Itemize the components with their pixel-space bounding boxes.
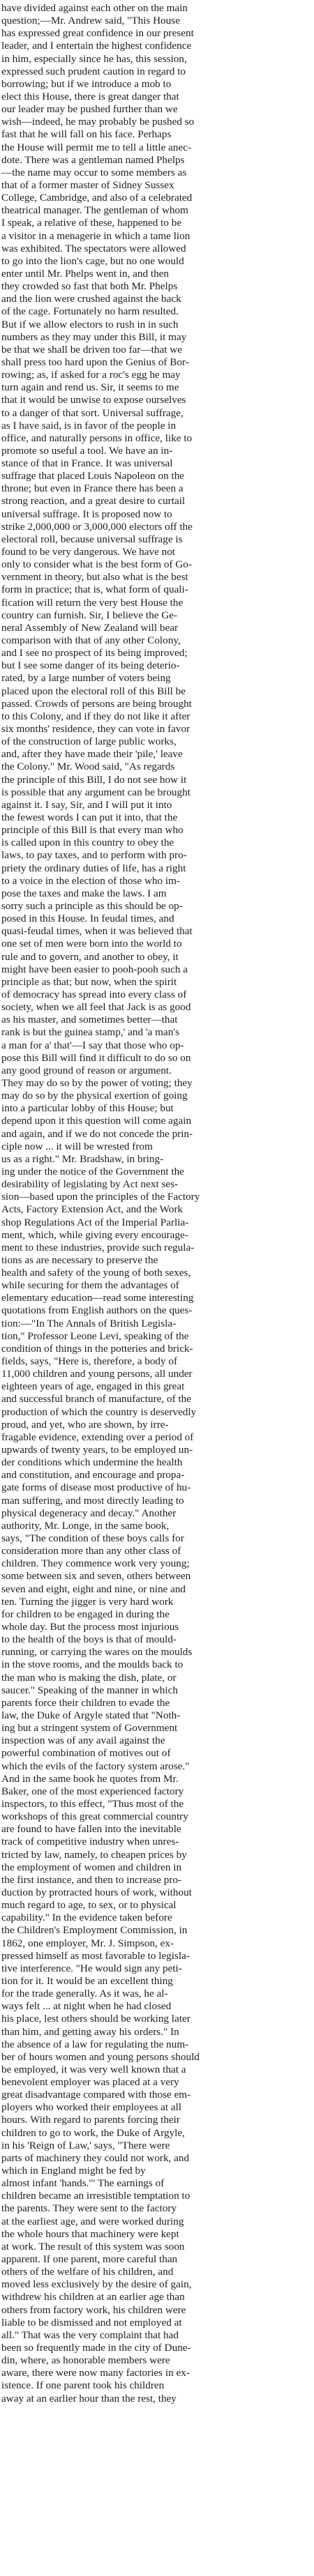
text-line: borrowing; but if we introduce a mob to [1,77,172,90]
text-line: almost infant 'hands.'" The earnings of [1,2177,165,2190]
text-line: theatrical manager. The gentleman of whom [1,204,188,217]
text-line: society, when we all feel that Jack is as good [1,1001,191,1014]
text-line: whole day. But the process most injurious [1,1621,179,1633]
text-line: 1862, one employer, Mr. J. Simpson, ex- [1,1937,174,1949]
text-line: is possible that any argument can be brought [1,786,190,798]
text-line: pose this Bill will find it difficult to do so on [1,1051,191,1064]
text-line: universal suffrage. It is proposed now to [1,508,172,520]
text-line: fication will return the very best House the [1,596,184,609]
text-line: eighteen years of age, engaged in this great [1,1380,185,1393]
text-line: elementary education—read some interesting [1,1292,194,1304]
text-line: Baker, one of the most experienced factory [1,1785,184,1797]
text-line: the House will permit me to tell a little anec- [1,141,192,153]
text-line: pressed himself as most favorable to legisla- [1,1949,190,1962]
text-line: condition of things in the potteries and brick- [1,1342,193,1355]
text-line: saucer." Speaking of the manner in which [1,1684,178,1696]
text-line: tions as are necessary to preserve the [1,1253,158,1266]
text-line: that it would be unwise to expose ourselves [1,394,186,406]
text-line: to go into the lion's cage, but no one would [1,254,184,267]
text-line: as I have said, is in favor of the people in [1,419,177,432]
text-line: one set of men were born into the world to [1,938,182,950]
text-line: the parents. They were sent to the factory [1,2202,177,2215]
text-line: great disadvantage compared with those em- [1,2089,191,2101]
text-line: any good ground of reason or argument. [1,1064,172,1076]
text-line: rank is but the guinea stamp,' and 'a man's [1,1026,179,1039]
text-line: tion:—"In The Annals of British Legisla- [1,1317,177,1329]
text-line: others of the welfare of his children, and [1,2266,174,2278]
text-line: the whole hours that machinery were kept [1,2227,179,2240]
text-line: children to go to work, the Duke of Argyle, [1,2126,185,2139]
text-line: stance of that in France. It was universal [1,457,173,470]
text-line: strike 2,000,000 or 3,000,000 electors off the [1,520,193,533]
text-line: a visitor in a menagerie in which a tame lion [1,229,190,242]
text-line: promote so useful a tool. We have an in- [1,444,173,457]
text-line: and constitution, and encourage and propa- [1,1469,185,1481]
text-line: ing but a stringent system of Government [1,1722,178,1735]
text-line: are found to have fallen into the inevitable [1,1823,181,1836]
text-line: to a danger of that sort. Universal suffrage, [1,406,184,419]
text-line: children became an irresistible temptation to [1,2190,190,2202]
text-line: and again, and if we do not concede the prin- [1,1127,193,1140]
text-line: office, and naturally persons in office, like to [1,432,193,444]
text-line: dote. There was a gentleman named Phelps [1,153,185,166]
text-line: running, or carrying the wares on the moulds [1,1646,193,1659]
text-line: ciple now ... it will be wrested from [1,1140,153,1152]
text-line: and, after they have made their 'pile,' leave [1,748,183,761]
text-line: seven and eight, eight and nine, or nine and [1,1583,186,1595]
text-line: at the earliest age, and were worked during [1,2215,184,2227]
text-line: law, the Duke of Argyle stated that "Noth- [1,1709,181,1721]
text-line: They may do so by the power of voting; they [1,1076,193,1089]
text-line: for children to be engaged in during the [1,1608,170,1620]
text-line: as his master, and sometimes better—that [1,1014,178,1026]
text-line: quotations from English authors on the ques- [1,1304,193,1317]
text-line: and I see no prospect of its being improved; [1,647,188,660]
text-line: capability." In the evidence taken before [1,1912,172,1924]
text-line: I speak, a relative of these, happened to be [1,217,182,229]
text-line: inspectors, to this effect, "Thus most of the [1,1797,184,1810]
text-line: parts of machinery they could not work, and [1,2151,190,2164]
text-line: that of a former master of Sidney Sussex [1,178,174,191]
text-line: may do so by the physical exertion of going [1,1090,188,1102]
text-line: strong reaction, and a great desire to curtail [1,495,186,508]
text-line: turn again and rend us. Sir, it seems to me [1,381,179,394]
text-line: electoral roll, because universal suffrage is [1,533,183,545]
text-line: be employed, it was very well known that a [1,2063,186,2075]
article-body [1,2,313,2405]
text-line: desirability of legislating by Act next ses- [1,1178,179,1191]
text-line: some between six and seven, others between [1,1570,191,1583]
text-line: have divided against each other on the main [1,2,188,14]
text-line: in his 'Reign of Law,' says, "There were [1,2139,170,2151]
text-line: laws, to pay taxes, and to perform with pro- [1,849,187,862]
text-line: shop Regulations Act of the Imperial Parlia- [1,1216,189,1228]
text-line: powerful combination of motives out of [1,1747,171,1760]
text-line: be that we shall be driven too far—that we [1,343,182,356]
text-line: into a particular lobby of this House; but [1,1102,174,1115]
text-line: consideration more than any other class of [1,1545,181,1557]
text-line: children. They commence work very young; [1,1557,190,1570]
text-line: in him, especially since he has, this session, [1,52,187,65]
text-line: is called upon in this country to obey the [1,837,174,849]
text-line: fast that he will fall on his face. Perhaps [1,128,172,141]
text-line: all." That was the very complaint that had [1,2329,179,2341]
text-line: ber of hours women and young persons should [1,2050,200,2063]
text-line: to this Colony, and if they do not like it after [1,710,190,722]
text-line: six months' residence, they can vote in favor [1,723,190,736]
text-line: workshops of this great commercial country [1,1811,188,1823]
text-line: ten. Turning the jigger is very hard work [1,1595,174,1608]
text-line: ment to these industries, provide such regula- [1,1241,195,1253]
text-line: our leader may be pushed further than we [1,103,178,116]
text-line: the principle of this Bill, I do not see how it [1,773,187,786]
text-line: priety the ordinary duties of life, has a right [1,862,186,874]
text-line: principle as that; but now, when the spirit [1,975,177,988]
text-line: rowing; as, if asked for a roc's egg he may [1,369,181,381]
text-line: form in practice; that is, what form of quali- [1,584,188,596]
text-line: a man for a' that'—I say that those who op- [1,1039,184,1051]
text-line: apparent. If one parent, more careful than [1,2253,178,2266]
text-line: in the stove rooms, and the moulds back to [1,1659,184,1671]
text-line: which the evils of the factory system arose." [1,1760,190,1772]
text-line: tricted by law, namely, to cheapen prices by [1,1848,187,1861]
text-line: might have been easier to pooh-pooh such a [1,963,188,975]
text-line: throne; but even in France there has been a [1,482,184,495]
text-line: passed. Crowds of persons are being brought [1,697,192,710]
text-line: us as a right." Mr. Bradshaw, in bring- [1,1152,164,1165]
text-line: the man who is making the dish, plate, or [1,1671,177,1684]
text-line: the Colony." Mr. Wood said, "As regards [1,761,175,773]
text-line: depend upon it this question will come again [1,1115,192,1127]
text-line: upwards of twenty years, to be employed un- [1,1444,193,1456]
text-line: sorry such a principle as this should be op- [1,899,183,912]
text-line: they crowded so fast that both Mr. Phelps [1,280,178,293]
text-line: 11,000 children and young persons, all under [1,1368,193,1380]
text-line: the absence of a law for regulating the num- [1,2038,189,2050]
text-line: of the construction of large public works, [1,736,177,748]
text-line: rule and to govern, and another to obey, it [1,950,179,963]
text-line: ployers who worked their employees at all [1,2101,182,2114]
text-line: authority, Mr. Longe, in the same book, [1,1519,170,1532]
text-line: And in the same book he quotes from Mr. [1,1772,179,1785]
text-line: Acts, Factory Extension Act, and the Work [1,1203,184,1216]
text-line: liable to be dismissed and not employed at [1,2316,182,2329]
text-line: tion for it. It would be an excellent thing [1,1974,173,1987]
text-line: and successful branch of manufacture, of the [1,1393,191,1405]
text-line: —the name may occur to some members as [1,166,187,178]
text-line: But if we allow electors to rush in in such [1,318,179,330]
text-line: withdrew his children at an earlier age than [1,2291,185,2303]
text-line: to the health of the boys is that of mould- [1,1633,177,1646]
text-line: aware, there were now many factories in ex- [1,2367,190,2379]
text-line: the Children's Employment Commission, in [1,1924,188,1937]
text-line: his place, lest others should be working later [1,2013,190,2025]
text-line: others from factory work, his children were [1,2303,186,2316]
text-line: while securing for them the advantages of [1,1279,179,1292]
text-line: sion—based upon the principles of the Factory [1,1191,200,1203]
text-line: fields, says, "Here is, therefore, a body of [1,1355,178,1368]
text-line: tion," Professor Leone Levi, speaking of the [1,1329,189,1342]
text-line: din, where, as honorable members were [1,2354,170,2367]
text-line: duction by protracted hours of work, without [1,1886,192,1898]
text-line: principle of this Bill is that every man who [1,824,184,837]
text-line: vernment in theory, but also what is the best [1,571,188,584]
text-line: wish—indeed, he may probably be pushed so [1,116,195,128]
text-line: of democracy has spread into every class of [1,988,187,1000]
text-line: tive interference. "He would sign any peti- [1,1962,182,1974]
text-line: ing under the notice of the Government the [1,1165,184,1178]
text-line: physical degeneracy and decay." Another [1,1507,177,1519]
text-line: rated, by a large number of voters being [1,672,171,685]
text-line: says, "The condition of these boys calls for [1,1532,184,1545]
text-line: at work. The result of this system was soon [1,2240,185,2253]
text-line: only to consider what is the best form of Go- [1,558,192,571]
text-line: moved less exclusively by the desire of gain, [1,2278,192,2291]
text-line: health and safety of the young of both sexes, [1,1267,191,1279]
text-line: fragable evidence, extending over a period of [1,1431,194,1443]
text-line: the fewest words I can put it into, that the [1,811,178,823]
text-line: College, Cambridge, and also of a celebrated [1,192,193,204]
text-line: country can furnish. Sir, I believe the Ge- [1,609,178,621]
text-line: quasi-feudal times, when it was believed that [1,925,193,938]
text-line: elect this House, there is great danger that [1,90,179,102]
text-line: ways felt ... at night when he had closed [1,2000,172,2013]
text-line: expressed such prudent caution in regard to [1,65,186,77]
text-line: shall press too hard upon the Genius of Bor- [1,356,189,368]
text-line: the employment of women and children in [1,1861,182,1873]
text-line: to a voice in the election of those who im- [1,874,181,887]
text-line: inspection was of any avail against the [1,1735,165,1747]
text-line: der conditions which undermine the health [1,1456,183,1469]
text-line: ment, which, while giving every encourage- [1,1228,188,1241]
text-line: away at an earlier hour than the rest, they [1,2392,177,2404]
text-line: suffrage that placed Louis Napoleon on the [1,470,185,482]
text-line: for the trade generally. As it was, he al- [1,1988,168,2000]
text-line: of the cage. Fortunately no harm resulted. [1,305,179,318]
text-line: enter until Mr. Phelps went in, and then [1,267,170,280]
text-line: found to be very dangerous. We have not [1,546,176,558]
text-line: production of which the country is deservedly [1,1405,197,1418]
text-line: placed upon the electoral roll of this Bill be [1,685,186,697]
text-line: istence. If one parent took his children [1,2379,165,2392]
text-line: track of competitive industry when unres- [1,1836,179,1848]
text-line: was exhibited. The spectators were allowed [1,242,186,254]
text-line: against it. I say, Sir, and I will put it into [1,798,172,811]
text-line: parents force their children to evade the [1,1696,170,1709]
text-line: numbers as they may under this Bill, it may [1,330,187,343]
text-line: pose the taxes and make the laws. I am [1,887,167,899]
text-line: gate forms of disease most productive of hu- [1,1481,191,1494]
text-line: the first instance, and then to increase pro- [1,1873,182,1886]
text-line: comparison with that of any other Colony, [1,634,181,647]
text-line: leader, and I entertain the highest confidence [1,40,192,52]
text-line: proud, and yet, who are shown, by irre- [1,1418,169,1431]
text-line: and the lion were crushed against the back [1,293,181,305]
text-line: but I see some danger of its being deterio- [1,660,180,672]
text-line: hours. With regard to parents forcing their [1,2114,180,2126]
text-line: neral Assembly of New Zealand will bear [1,621,179,634]
text-line: been so frequently made in the city of Dune- [1,2342,191,2354]
text-line: which in England might be fed by [1,2165,146,2177]
text-line: than him, and getting away his orders." In [1,2025,179,2038]
text-line: posed in this House. In feudal times, and [1,913,174,925]
text-line: has expressed great confidence in our present [1,27,194,40]
text-line: benevolent employer was placed at a very [1,2076,179,2089]
text-line: man suffering, and most directly leading to [1,1494,184,1507]
text-line: question;—Mr. Andrew said, "This House [1,15,180,27]
text-line: much regard to age, to sex, or to physical [1,1899,177,1912]
